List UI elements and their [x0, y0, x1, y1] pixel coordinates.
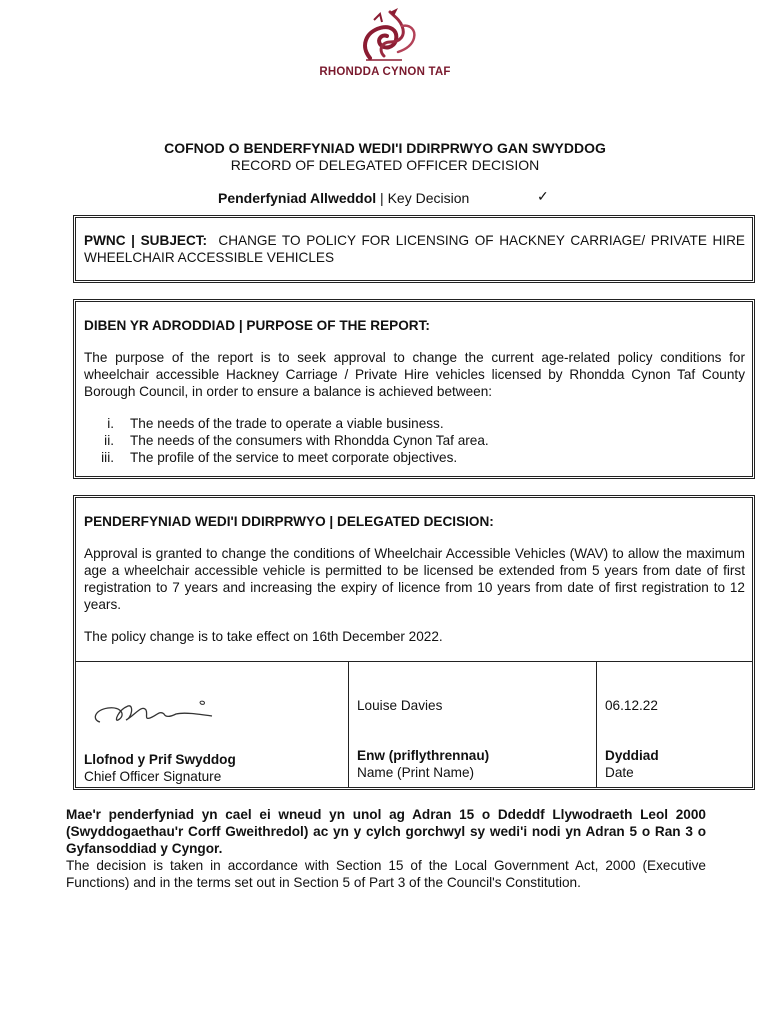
heading-welsh: COFNOD O BENDERFYNIAD WEDI'I DDIRPRWYO GAN SWYDDOG: [164, 140, 606, 156]
heading-english: RECORD OF DELEGATED OFFICER DECISION: [230, 157, 540, 173]
name-label-english: Name (Print Name): [357, 765, 475, 780]
decision-body: Approval is granted to change the conditions of Wheelchair Accessible Vehicles (WAV) to allow the maximum age a wheelchair accessible vehicle is permitted to be licensed be extended from 5 years from date of first registration to 7 years and increasing the expiry of licence from 10 years from date of first registration to 12 years.: [84, 546, 745, 612]
key-decision-english: Key Decision: [387, 190, 470, 206]
purpose-heading: DIBEN YR ADRODDIAD | PURPOSE OF THE REPORT:: [84, 318, 430, 333]
date-cell: [597, 662, 752, 788]
date-label-welsh: Dyddiad: [605, 748, 659, 763]
purpose-body: The purpose of the report is to seek approval to change the current age-related policy conditions for wheelchair accessible Hackney Carriage / Private Hire vehicles licensed by Rhondda Cynon Taf County Borough Council, in order to ensure a balance is achieved between:: [84, 350, 745, 399]
name-cell: [349, 662, 597, 788]
decision-effect: The policy change is to take effect on 16th December 2022.: [84, 629, 443, 644]
checkmark-icon: ✓: [537, 188, 549, 204]
purpose-list: [84, 415, 745, 466]
list-item: ii. The needs of the consumers with Rhondda Cynon Taf area.: [104, 433, 489, 448]
decision-date: 06.12.22: [605, 698, 658, 713]
footer-english: The decision is taken in accordance with Section 15 of the Local Government Act, 2000 (Executive Functions) and in the terms set out in Section 5 of Part 3 of the Council's Constitution.: [66, 858, 706, 890]
sig-label-welsh: Llofnod y Prif Swyddog: [84, 752, 236, 767]
decision-heading: PENDERFYNIAD WEDI'I DDIRPRWYO | DELEGATED DECISION:: [84, 514, 494, 529]
key-decision-line: [218, 190, 469, 206]
signature-row: [76, 661, 752, 788]
subject-label: PWNC | SUBJECT:: [84, 233, 208, 248]
decision-box: [73, 495, 755, 790]
key-decision-separator: |: [376, 190, 388, 206]
council-logo: [300, 6, 470, 84]
date-label-english: Date: [605, 765, 634, 780]
subject-box: [73, 215, 755, 283]
footer-welsh: Mae'r penderfyniad yn cael ei wneud yn unol ag Adran 15 o Ddeddf Llywodraeth Leol 2000 (Swyddogaethau'r Corff Gweithredol) ac yn y cylch gorchwyl sy wedi'i nodi yn Adran 5 o Ran 3 o Gyfansoddiad y Cyngor.: [66, 807, 706, 856]
list-item: i. The needs of the trade to operate a viable business.: [107, 416, 444, 431]
printed-name: Louise Davies: [357, 698, 443, 713]
signature-cell: [76, 662, 349, 788]
sig-label-english: Chief Officer Signature: [84, 769, 222, 784]
purpose-box: [73, 299, 755, 479]
subject-text: CHANGE TO POLICY FOR LICENSING OF HACKNEY CARRIAGE/ PRIVATE HIRE WHEELCHAIR ACCESSIBLE VEHICLES: [84, 233, 746, 265]
key-decision-welsh: Penderfyniad Allweddol: [218, 190, 377, 206]
list-item: iii. The profile of the service to meet corporate objectives.: [101, 450, 458, 465]
dragon-emblem-icon: [340, 6, 430, 66]
handwritten-signature: [88, 696, 228, 732]
logo-text: RHONDDA CYNON TAF: [319, 66, 451, 78]
name-label-welsh: Enw (priflythrennau): [357, 748, 490, 763]
